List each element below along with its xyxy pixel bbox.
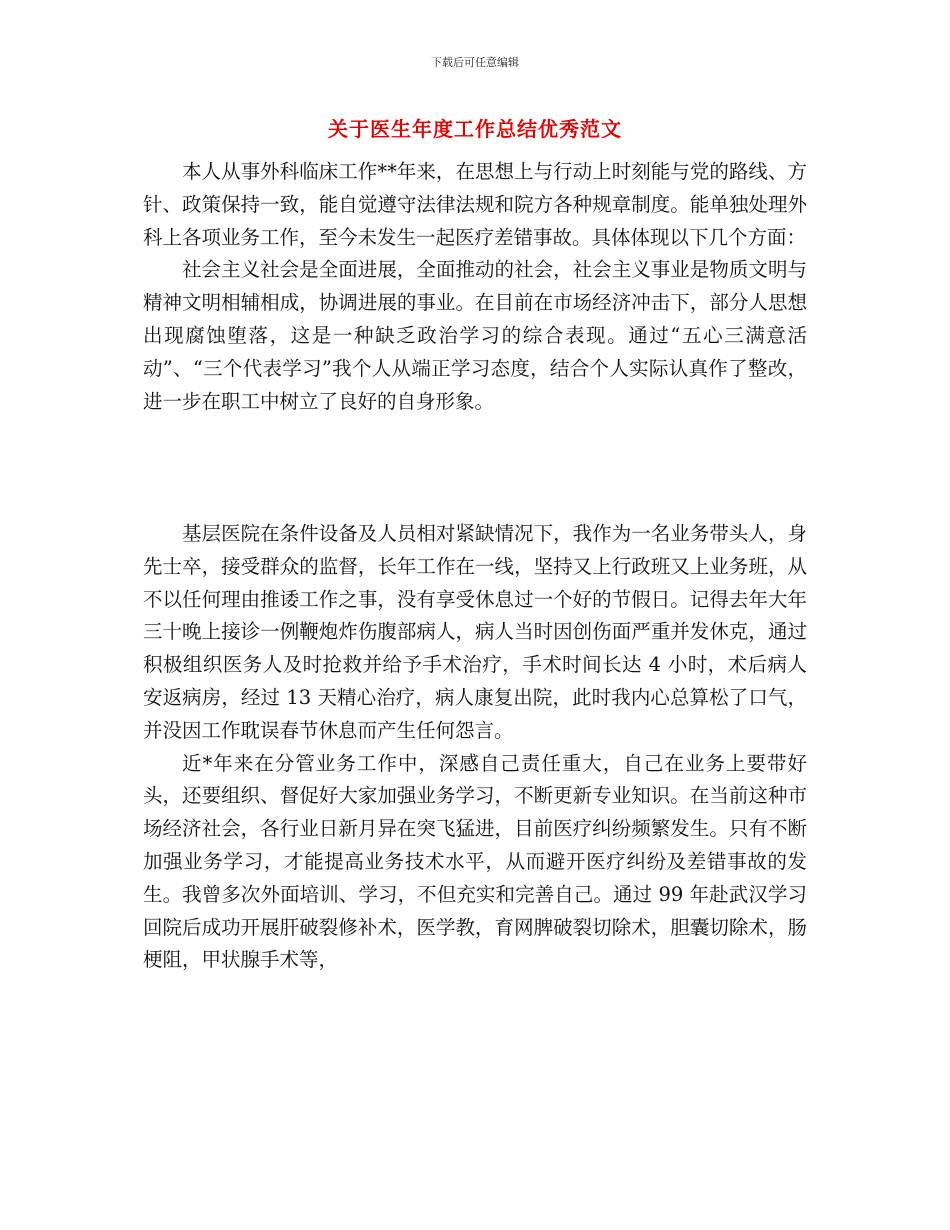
header-note: 下载后可任意编辑 (431, 56, 519, 69)
paragraph-4: 近*年来在分管业务工作中，深感自己责任重大，自己在业务上要带好头，还要组织、督促好大家加强业务学习，不断更新专业知识。在当前这种市场经济社会，各行业日新月异在突飞猛进，目前医疗纠纷频繁发生。只有不断加强业务学习，才能提高业务技术水平，从而避开医疗纠纷及差错事故的发生。我曾多次外面培训、学习，不但充实和完善自己。通过 99 年赴武汉学习回院后成功开展肝破裂修补术，医学教，育网脾破裂切除术，胆囊切除术，肠梗阻，甲状腺手术等， (143, 751, 807, 972)
paragraph-block-2 (143, 518, 807, 977)
paragraph-block-1 (143, 156, 807, 418)
paragraph-1: 本人从事外科临床工作**年来，在思想上与行动上时刻能与党的路线、方针、政策保持一致，能自觉遵守法律法规和院方各种规章制度。能单独处理外科上各项业务工作，至今未发生一起医疗差错事故。具体体现以下几个方面： (143, 160, 807, 249)
paragraph-3: 基层医院在条件设备及人员相对紧缺情况下，我作为一名业务带头人，身先士卒，接受群众的监督，长年工作在一线，坚持又上行政班又上业务班，从不以任何理由推诿工作之事，没有享受休息过一个好的节假日。记得去年大年三十晚上接诊一例鞭炮炸伤腹部病人，病人当时因创伤面严重并发休克，通过积极组织医务人及时抢救并给予手术治疗，手术时间长达 4 小时，术后病人安返病房，经过 13 天精心治疗，病人康复出院，此时我内心总算松了口气，并没因工作耽误春节休息而产生任何怨言。 (143, 522, 807, 742)
document-title: 关于医生年度工作总结优秀范文 (328, 117, 622, 141)
paragraph-2: 社会主义社会是全面进展，全面推动的社会，社会主义事业是物质文明与精神文明相辅相成，协调进展的事业。在目前在市场经济冲击下，部分人思想出现腐蚀堕落，这是一种缺乏政治学习的综合表现。通过“五心三满意活动”、“三个代表学习”我个人从端正学习态度，结合个人实际认真作了整改，进一步在职工中树立了良好的自身形象。 (143, 258, 807, 413)
